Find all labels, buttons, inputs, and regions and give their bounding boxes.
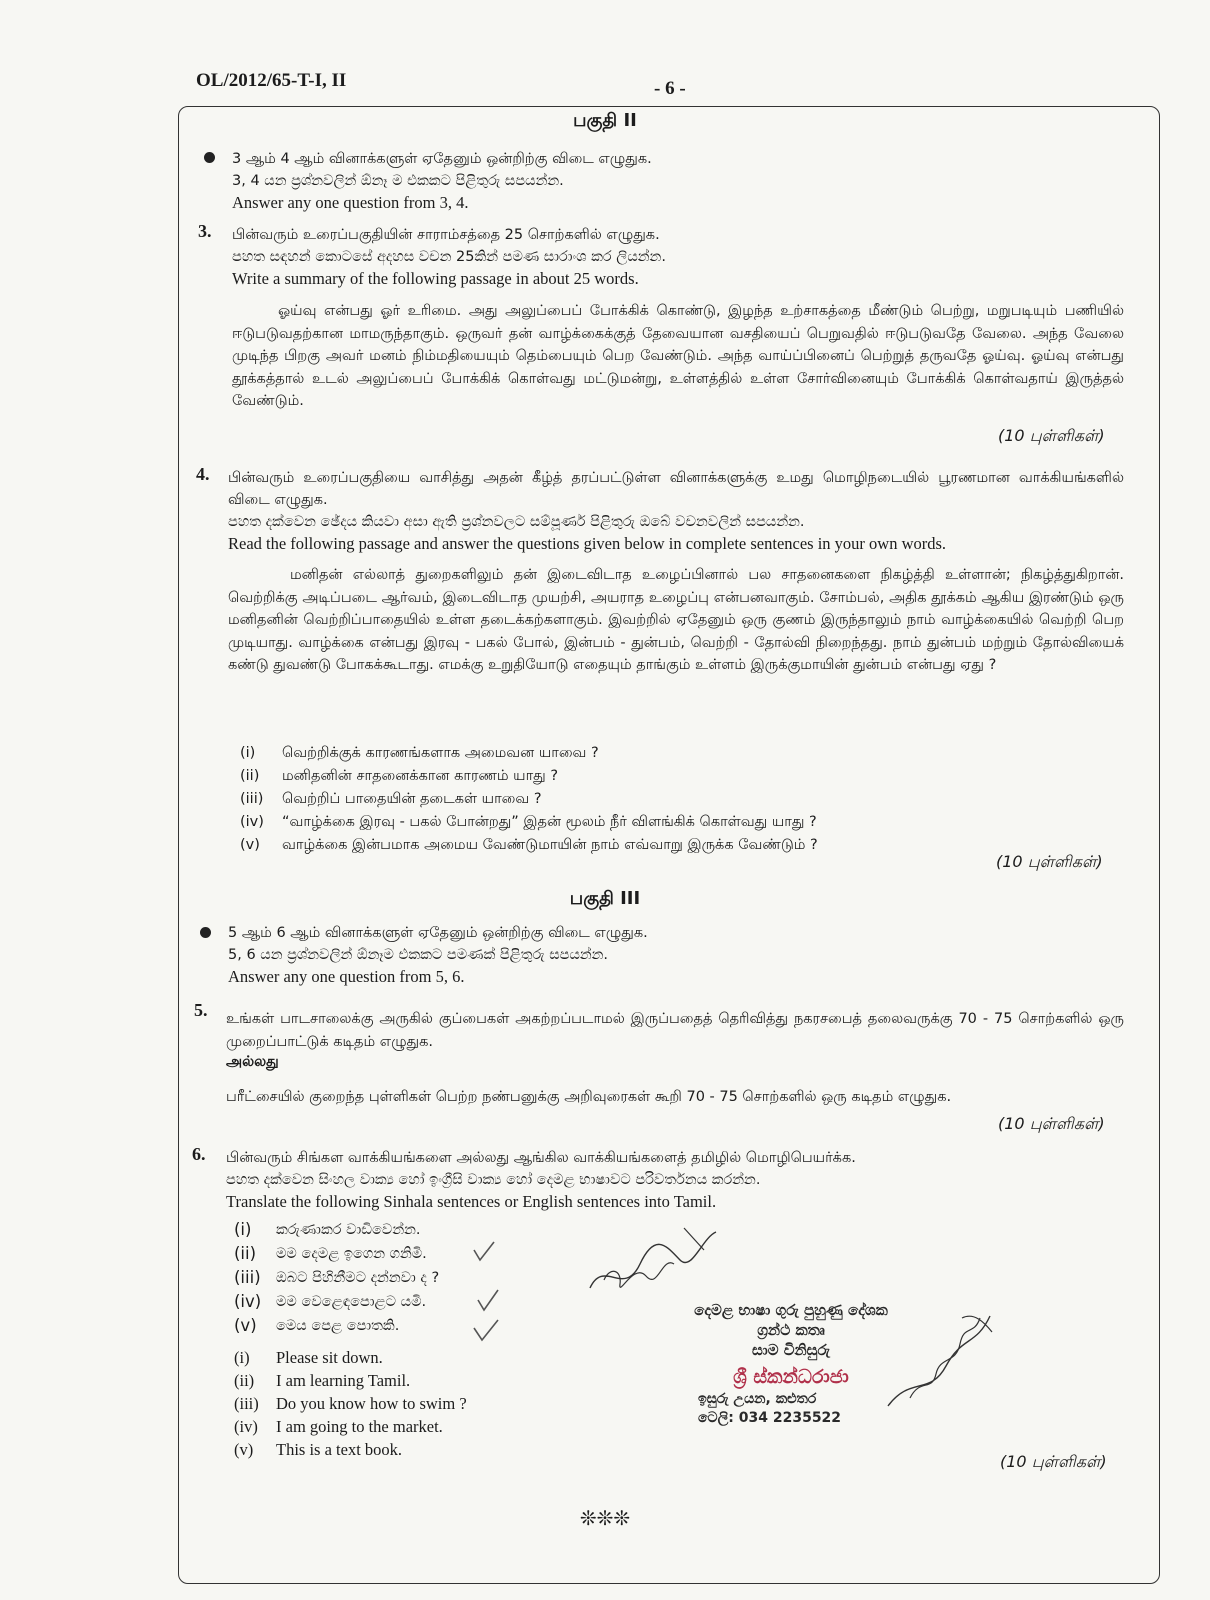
question-6-number: 6.: [192, 1144, 206, 1164]
bullet-icon: [204, 152, 215, 163]
list-item: (iii) ඔබට පිහිනීමට දන්නවා ද ?: [234, 1268, 440, 1287]
question-3-passage: ஓய்வு என்பது ஓர் உரிமை. அது அலுப்பைப் போக்கிக் கொண்டு, இழந்த உற்சாகத்தை மீண்டும் பெற்று, மறுபடியும் பணியில் ஈடுபடுவதற்கான மாமருந்தாகும். ஒருவர் தன் வாழ்க்கைக்குத் தேவையான வசதியைப் பெறுவதில் ஈடுபடுவதே வேலை. அந்த வேலை முடிந்த பிறகு அவர் மனம் நிம்மதியையும் தெம்பையும் பெற வேண்டும். அந்த வாய்ப்பினைப் பெற்றுத் தருவதே ஓய்வு. ஓய்வு என்பது தூக்கத்தால் உடல் அலுப்பைப் போக்கிக் கொள்வது மட்டுமன்று, உள்ளத்தில் உள்ள சோர்வினையும் போக்கிக் கொள்வதாய் இருத்தல் வேண்டும்.: [232, 303, 1124, 409]
question-6-instructions: பின்வரும் சிங்கள வாக்கியங்களை அல்லது ஆங்கில வாக்கியங்களைத் தமிழில் மொழிபெயர்க்க. පහත දක්වෙන සිංහල වාක්‍ය හෝ ඉංග්‍රීසි වාක්‍ය හෝ දෙමළ භාෂාවට පරිවර්තනය කරන්න. Translate the following Sinhala sentences or English sentences into Tamil.: [226, 1150, 856, 1211]
part-3-instructions: 5 ஆம் 6 ஆம் வினாக்களுள் ஏதேனும் ஒன்றிற்கு விடை எழுதுக. 5, 6 යන ප්‍රශ්නවලින් ඕනෑම එකකට පමණක් පිළිතුරු සපයන්න. Answer any one question from 5, 6.: [228, 925, 648, 986]
list-item: (iv) මම වෙළෙඳපොළට යමි.: [234, 1292, 427, 1311]
question-4-instructions: பின்வரும் உரைப்பகுதியை வாசித்து அதன் கீழ்த் தரப்பட்டுள்ள வினாக்களுக்கு உமது மொழிநடையில் பூரணமான வாக்கியங்களில் விடை எழுதுக. පහත දක්වෙන ඡේදය කියවා අසා ඇති ප්‍රශ්නවලට සම්පූර්ණ පිළිතුරු ඔබේ වචනවලින් සපයන්න. Read the following passage and answer the questions given below in complete sentences in your own words.: [228, 470, 1124, 553]
paper-code: OL/2012/65-T-I, II: [196, 70, 347, 91]
question-5-option-2: பரீட்சையில் குறைந்த புள்ளிகள் பெற்ற நண்பனுக்கு அறிவுரைகள் கூறி 70 - 75 சொற்களில் ஒரு கடிதம் எழுதுக.: [226, 1089, 952, 1105]
list-item: (ii) மனிதனின் சாதனைக்கான காரணம் யாது ?: [240, 768, 559, 784]
list-item: (v) வாழ்க்கை இன்பமாக அமைய வேண்டுமாயின் நாம் எவ்வாறு இருக்க வேண்டும் ?: [240, 837, 818, 853]
list-item: (v) This is a text book.: [234, 1440, 403, 1459]
question-4-marks: (10 புள்ளிகள்): [996, 852, 1103, 871]
list-item: (v) මෙය පෙළ පොතකි.: [234, 1316, 400, 1335]
question-3-number: 3.: [198, 221, 212, 241]
part-3-title: பகுதி III: [569, 888, 641, 909]
stamp-line-1: දෙමළ භාෂා ගුරු පුහුණු දේශක: [694, 1301, 888, 1319]
list-item: (iii) Do you know how to swim ?: [234, 1394, 467, 1413]
question-3-instructions: பின்வரும் உரைப்பகுதியின் சாராம்சத்தை 25 சொற்களில் எழுதுக. පහත සඳහන් කොටසේ අදහස වචන 25කින් පමණ සාරාංශ කර ලියන්න. Write a summary of the following passage in about 25 words.: [232, 227, 666, 288]
question-4-number: 4.: [196, 464, 210, 484]
list-item: (iv) I am going to the market.: [234, 1417, 443, 1436]
stamp-phone: ටෙලි: 034 2235522: [698, 1410, 842, 1426]
signature-scribble: [584, 1218, 724, 1308]
part-2-instructions: 3 ஆம் 4 ஆம் வினாக்களுள் ஏதேனும் ஒன்றிற்கு விடை எழுதுக. 3, 4 යන ප්‍රශ්නවලින් ඕනෑ ම එකකට පිළිතුරු සපයන්න. Answer any one question from 3, 4.: [232, 151, 652, 212]
list-item: (i) Please sit down.: [234, 1348, 383, 1367]
list-item: (ii) මම දෙමළ ඉගෙන ගනිමි.: [234, 1244, 427, 1263]
stamp-name: ශ්‍රී ස්කන්ධරාජා: [733, 1366, 849, 1388]
list-item: (iii) வெற்றிப் பாதையின் தடைகள் யாவை ?: [240, 791, 542, 807]
list-item: (iv) “வாழ்க்கை இரவு - பகல் போன்றது” இதன் மூலம் நீர் விளங்கிக் கொள்வது யாது ?: [240, 814, 817, 830]
stamp-line-2: ග්‍රන්ථ කතෘ: [757, 1321, 825, 1339]
english-sentences: [234, 1346, 467, 1461]
question-5-marks: (10 புள்ளிகள்): [998, 1114, 1105, 1133]
question-5-option-1: உங்கள் பாடசாலைக்கு அருகில் குப்பைகள் அகற்றப்படாமல் இருப்பதைத் தெரிவித்து நகரசபைத் தலைவருக்கு 70 - 75 சொற்களில் ஒரு முறைப்பாட்டுக் கடிதம் எழுதுக.: [226, 1011, 1124, 1050]
question-4-passage: மனிதன் எல்லாத் துறைகளிலும் தன் இடைவிடாத உழைப்பினால் பல சாதனைகளை நிகழ்த்தி உள்ளான்; நிகழ்த்துகிறான். வெற்றிக்கு அடிப்படை ஆர்வம், இடைவிடாத முயற்சி, அயராத உழைப்பு என்பனவாகும். சோம்பல், அதிக தூக்கம் ஆகிய இரண்டும் ஒரு மனிதனின் வெற்றிப்பாதையில் உள்ள தடைக்கற்களாகும். இவற்றில் ஏதேனும் ஒரு குணம் இருந்தாலும் நாம் வாழ்க்கையில் வெற்றி பெற முடியாது. வாழ்க்கை என்பது இரவு - பகல் போல், இன்பம் - துன்பம், வெற்றி - தோல்வி நிறைந்தது. நாம் துன்பம் மற்றும் தோல்வியைக் கண்டு துவண்டு போகக்கூடாது. எமக்கு உறுதியோடு எதையும் தாங்கும் உள்ளம் இருக்குமாயின் துன்பம் என்பது ஏது ?: [228, 567, 1124, 673]
question-5-number: 5.: [194, 1000, 208, 1020]
teacher-stamp: [626, 1300, 956, 1428]
stamp-line-3: සාම විනිසුරු: [751, 1341, 831, 1359]
part-2-title: பகுதி II: [573, 110, 637, 131]
end-stars: ❊❊❊: [579, 1508, 631, 1530]
list-item: (i) කරුණාකර වාඩිවෙන්න.: [234, 1220, 421, 1239]
stamp-address: ඉසුරු උයන, කළුතර: [698, 1391, 817, 1407]
bullet-icon: [200, 927, 211, 938]
tick-marks: [470, 1240, 510, 1350]
sinhala-sentences: [234, 1218, 439, 1338]
question-4-subquestions: [240, 742, 818, 857]
question-3-marks: (10 புள்ளிகள்): [998, 426, 1105, 445]
list-item: (i) வெற்றிக்குக் காரணங்களாக அமைவன யாவை ?: [240, 745, 599, 761]
question-5-or: அல்லது: [226, 1054, 279, 1070]
question-6-marks: (10 புள்ளிகள்): [1000, 1452, 1107, 1471]
list-item: (ii) I am learning Tamil.: [234, 1371, 411, 1390]
page-number: - 6 -: [654, 78, 686, 99]
